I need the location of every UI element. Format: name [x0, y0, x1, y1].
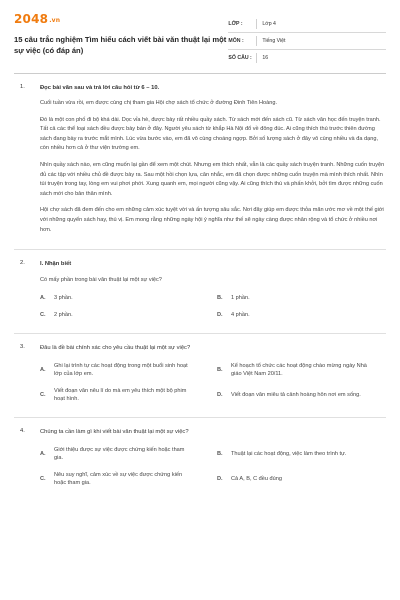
- question-1: [14, 84, 386, 235]
- header-left: [14, 10, 228, 66]
- question-2: [14, 260, 386, 319]
- question-body: [40, 344, 386, 403]
- question-number: 1.: [20, 84, 25, 90]
- meta-table: [228, 16, 386, 66]
- option-text: Viết đoạn văn miêu tả cảnh hoàng hôn nơi em sống.: [231, 392, 361, 399]
- question-text: Đâu là đề bài chính xác cho yêu cầu thuật lại một sự việc?: [40, 345, 191, 352]
- option-a[interactable]: [40, 446, 209, 462]
- meta-separator: [256, 53, 257, 63]
- option-letter: C.: [40, 392, 46, 399]
- option-text: 2 phần.: [54, 312, 73, 319]
- option-letter: C.: [40, 312, 46, 319]
- question-body: [40, 84, 386, 235]
- meta-row-class: [228, 16, 386, 33]
- option-b[interactable]: [217, 446, 386, 462]
- option-text: Thuật lại các hoạt động, việc làm theo trình tự.: [231, 451, 347, 458]
- meta-label: SỐ CÂU :: [228, 55, 252, 61]
- site-logo[interactable]: [14, 10, 228, 26]
- option-text: 3 phần.: [54, 295, 73, 302]
- option-letter: A.: [40, 295, 46, 302]
- question-text: Có mấy phần trong bài văn thuật lại một sự việc?: [40, 277, 162, 284]
- question-divider: [14, 333, 386, 334]
- option-text: Cả A, B, C đều đúng: [231, 476, 282, 483]
- question-number: 2.: [20, 260, 25, 267]
- reading-paragraph: Hội chợ sách đã đem đến cho em những cảm xúc tuyệt vời và ấn tượng sâu sắc. Nơi đây giúp em được thỏa mãn ước mơ về một thế giới với những quyển sách hay, thú vị. Em mong rằng những ngày hội ý nghĩa như thế sẽ ngày càng được nhân rộng và tổ chức ở nhiều nơi hơn.: [40, 207, 384, 233]
- option-text: Nêu suy nghĩ, cảm xúc về sự việc được chứng kiến hoặc tham gia.: [54, 472, 183, 487]
- meta-value: Lớp 4: [262, 21, 276, 27]
- question-3: [14, 344, 386, 403]
- meta-value: Tiếng Việt: [262, 38, 286, 44]
- option-letter: D.: [217, 476, 223, 483]
- meta-label: MÔN :: [228, 38, 244, 44]
- question-body: [40, 428, 386, 487]
- meta-separator: [256, 19, 257, 29]
- reading-paragraph: Nhìn quầy sách nào, em cũng muốn lại gần để xem một chút. Nhưng em thích nhất, vẫn là các quầy sách truyện tranh. Những cuốn truyện đủ các tập với nhiều chủ đề được bày ra. Sau một hồi chọn lựa, cân nhắc, em đã chọn được những cuốn truyện mà mình thích nhất. Nhìn túi truyện trong tay, lòng em vui phơi phới. Xung quanh em, mọi người cũng vậy. Ai cũng thích thú và phấn khởi, bởi tìm được những cuốn sách mới cho bản thân mình.: [40, 161, 385, 197]
- question-divider: [14, 417, 386, 418]
- option-letter: C.: [40, 476, 46, 483]
- question-text: Chúng ta cần làm gì khi viết bài văn thuật lại một sự việc?: [40, 429, 189, 436]
- option-text: Viết đoạn văn nêu lí do mà em yêu thích một bộ phim hoạt hình.: [54, 388, 187, 403]
- option-c[interactable]: [40, 387, 209, 403]
- answer-options: [40, 294, 386, 319]
- option-letter: B.: [217, 295, 223, 302]
- meta-value: 16: [262, 55, 269, 61]
- option-letter: B.: [217, 451, 223, 458]
- header: [14, 10, 386, 66]
- option-a[interactable]: [40, 362, 209, 378]
- question-divider: [14, 249, 386, 250]
- option-d[interactable]: [217, 311, 386, 319]
- option-text: 1 phần.: [231, 295, 250, 302]
- option-text: Ghi lại trình tự các hoạt động trong một buổi sinh hoạt lớp của lớp em.: [54, 363, 188, 378]
- logo-main: 2048: [14, 12, 49, 26]
- question-number: 3.: [20, 344, 25, 351]
- meta-separator: [256, 36, 257, 46]
- question-list: [14, 84, 386, 487]
- option-c[interactable]: [40, 311, 209, 319]
- option-letter: A.: [40, 451, 46, 458]
- question-body: [40, 260, 386, 319]
- option-letter: A.: [40, 367, 46, 374]
- option-b[interactable]: [217, 362, 386, 378]
- meta-row-subject: [228, 33, 386, 50]
- option-b[interactable]: [217, 294, 386, 302]
- option-letter: B.: [217, 367, 223, 374]
- question-4: [14, 428, 386, 487]
- answer-options: [40, 362, 386, 403]
- option-text: 4 phần.: [231, 312, 250, 319]
- logo-suffix: .vn: [49, 17, 61, 24]
- reading-paragraph: Cuối tuần vừa rồi, em được cùng chị tham gia Hội chợ sách tổ chức ở đường Đinh Tiên Hoàng.: [40, 100, 278, 106]
- section-title: I. Nhận biết: [40, 261, 72, 268]
- meta-label: LỚP :: [228, 21, 243, 27]
- option-a[interactable]: [40, 294, 209, 302]
- header-divider: [14, 73, 386, 74]
- answer-options: [40, 446, 386, 487]
- question-title: Đọc bài văn sau và trả lời câu hỏi từ 6 – 10.: [40, 85, 160, 91]
- option-text: Kể hoạch tổ chức các hoạt động chào mừng ngày Nhà giáo Việt Nam 20/11.: [231, 363, 367, 378]
- option-text: Giới thiệu được sự việc được chứng kiến hoặc tham gia.: [54, 447, 185, 462]
- option-c[interactable]: [40, 471, 209, 487]
- option-letter: D.: [217, 312, 223, 319]
- option-letter: D.: [217, 392, 223, 399]
- question-number: 4.: [20, 428, 25, 435]
- option-d[interactable]: [217, 387, 386, 403]
- document-title: 15 câu trắc nghiệm Tìm hiểu cách viết bài văn thuật lại một sự việc (có đáp án): [14, 35, 227, 55]
- option-d[interactable]: [217, 471, 386, 487]
- reading-paragraph: Đó là một con phố đi bộ khá dài. Dọc vỉa hè, được bày rất nhiều quầy sách. Từ sách mới đến sách cũ. Từ sách văn học đến truyện tranh. Tất cả các thể loại sách đều được bày bán ở đây. Người yêu sách từ khắp Hà Nội đổ về đông đúc. Ai cũng thích thú trước thiên đường sách đang bày ra trước mắt mình. Lúc vừa bước vào, em đã vô cùng choáng ngợp. Bởi số lượng sách ở đây vô cùng nhiều và đa dạng, còn nhiều hơn cả ở thư viện trường em.: [40, 116, 381, 152]
- meta-row-count: [228, 50, 386, 66]
